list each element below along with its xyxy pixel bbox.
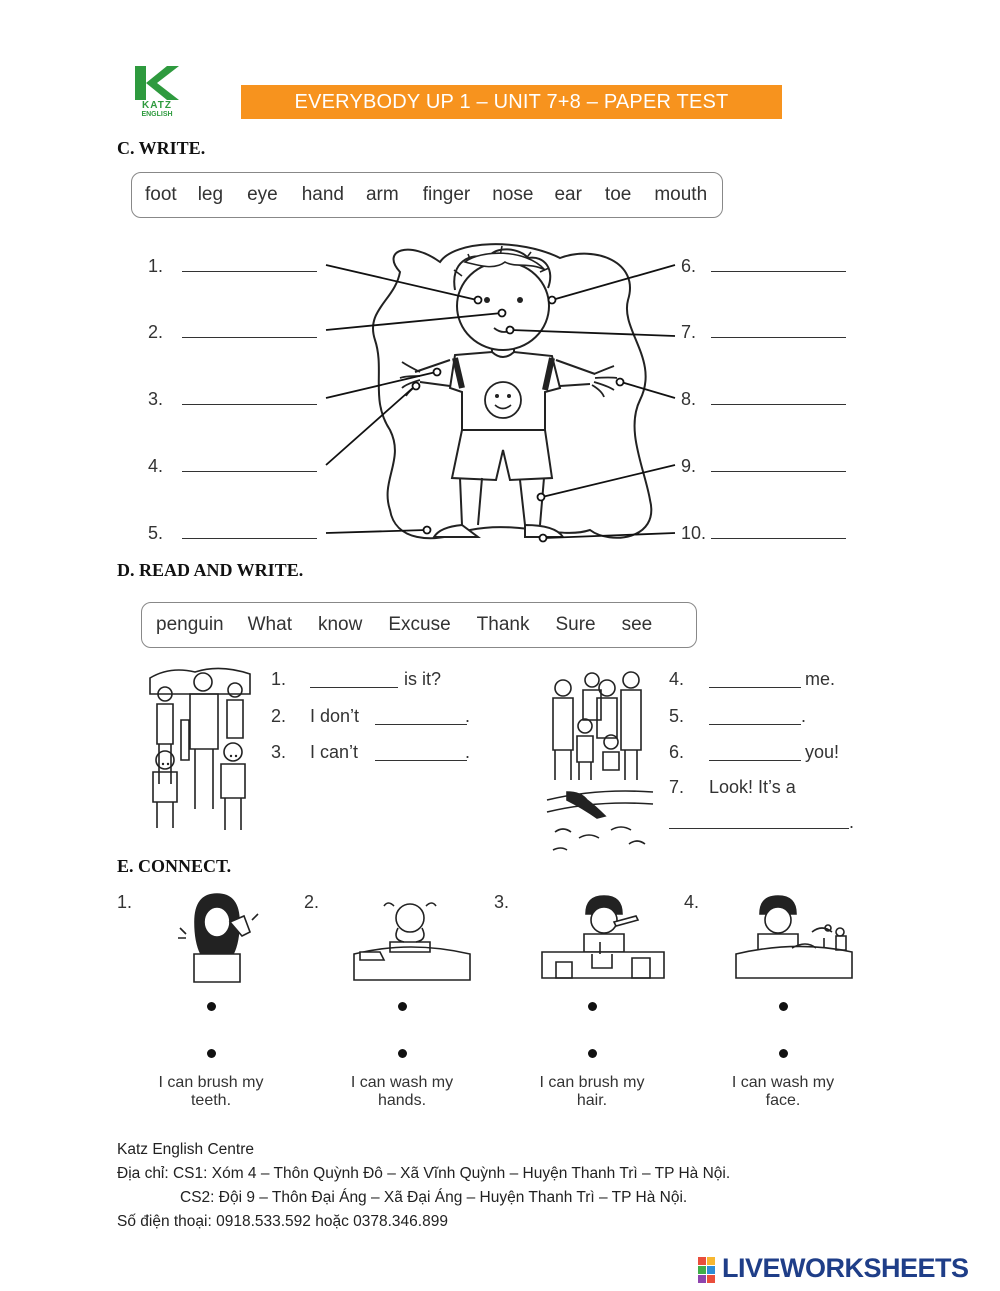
item-number: 7. <box>681 322 697 342</box>
section-d-heading: D. READ AND WRITE. <box>117 560 304 580</box>
item-number: 2. <box>304 892 320 912</box>
question-text: is it? <box>404 669 442 689</box>
word-bank-word: hand <box>301 184 344 205</box>
word-bank-word: Excuse <box>388 614 451 635</box>
word-bank-word: nose <box>492 184 534 205</box>
caption-line: I can brush my <box>539 1074 645 1091</box>
word-bank-word: leg <box>197 184 224 205</box>
question-text: I don’t <box>310 706 360 726</box>
item-number: 1. <box>117 892 133 912</box>
item-number: 3. <box>494 892 510 912</box>
connect-dot-bottom[interactable] <box>779 1049 788 1058</box>
word-bank-word: toe <box>604 184 632 205</box>
question-number: 5. <box>669 706 685 726</box>
zoo-crowd-picture <box>145 660 255 840</box>
word-bank-word: penguin <box>156 614 224 635</box>
question-text: . <box>465 706 471 726</box>
item-number: 5. <box>148 523 164 543</box>
caption-line: I can brush my <box>158 1074 264 1091</box>
address-cs1: Địa chỉ: CS1: Xóm 4 – Thôn Quỳnh Đô – Xã Vĩnh Quỳnh – Huyện Thanh Trì – TP Hà Nội. <box>117 1165 731 1182</box>
page-title: EVERYBODY UP 1 – UNIT 7+8 – PAPER TEST <box>241 85 782 119</box>
question-text: . <box>801 706 807 726</box>
item-number: 6. <box>681 256 697 276</box>
caption-line: I can wash my <box>731 1074 835 1091</box>
item-number: 2. <box>148 322 164 342</box>
question-text: . <box>849 812 855 832</box>
question-number: 3. <box>271 742 287 762</box>
family-penguin-picture <box>545 662 655 857</box>
question-number: 4. <box>669 669 685 689</box>
boy-washing-hands-picture <box>732 892 857 984</box>
connect-caption <box>703 1074 863 1110</box>
phone-numbers: Số điện thoại: 0918.533.592 hoặc 0378.346.899 <box>117 1213 448 1230</box>
right-hand <box>592 366 617 397</box>
liveworksheets-logo-icon <box>698 1257 724 1283</box>
word-bank-word: foot <box>145 184 177 205</box>
caption-line: teeth. <box>190 1092 232 1109</box>
connect-dot-bottom[interactable] <box>398 1049 407 1058</box>
liveworksheets-watermark: LIVEWORKSHEETS <box>722 1253 969 1283</box>
word-bank-d <box>141 602 697 648</box>
connect-dot-bottom[interactable] <box>588 1049 597 1058</box>
word-bank-word: Sure <box>555 614 596 635</box>
boy-brushing-teeth-picture <box>540 892 665 984</box>
caption-line: hair. <box>576 1092 608 1109</box>
shorts <box>452 430 552 480</box>
question-text: me. <box>805 669 836 689</box>
word-bank-word: see <box>621 614 653 635</box>
connect-dot-bottom[interactable] <box>207 1049 216 1058</box>
word-bank-word: eye <box>247 184 278 205</box>
word-bank-word: mouth <box>654 184 708 205</box>
item-number: 1. <box>148 256 164 276</box>
caption-line: hands. <box>377 1092 427 1109</box>
address-cs2: CS2: Đội 9 – Thôn Đại Áng – Xã Đại Áng – Huyện Thanh Trì – TP Hà Nội. <box>180 1189 688 1206</box>
word-bank-word: Thank <box>476 614 530 635</box>
section-c-heading: C. WRITE. <box>117 138 206 158</box>
item-number: 10. <box>681 523 707 543</box>
right-arm <box>556 360 595 386</box>
answer-blank[interactable] <box>709 760 801 761</box>
question-text: you! <box>805 742 840 762</box>
caption-line: I can wash my <box>350 1074 454 1091</box>
question-number: 7. <box>669 777 685 797</box>
question-text: . <box>465 742 471 762</box>
girl-brushing-hair-picture <box>170 892 260 984</box>
question-number: 1. <box>271 669 287 689</box>
connect-dot-top[interactable] <box>398 1002 407 1011</box>
answer-blank[interactable] <box>310 687 398 688</box>
item-number: 9. <box>681 456 697 476</box>
word-bank-word: finger <box>422 184 471 205</box>
caption-line: face. <box>765 1092 801 1109</box>
legs <box>460 478 544 525</box>
section-e-heading: E. CONNECT. <box>117 856 232 876</box>
head <box>457 262 549 350</box>
boy-body-illustration <box>0 0 1000 560</box>
item-number: 3. <box>148 389 164 409</box>
connect-caption <box>512 1074 672 1110</box>
word-bank-word: know <box>317 614 363 635</box>
item-number: 4. <box>684 892 700 912</box>
connect-dot-top[interactable] <box>588 1002 597 1011</box>
connect-caption <box>322 1074 482 1110</box>
word-bank-word: ear <box>554 184 582 205</box>
connect-caption <box>131 1074 291 1110</box>
item-number: 4. <box>148 456 164 476</box>
centre-name: Katz English Centre <box>117 1141 254 1158</box>
answer-blank[interactable] <box>669 828 849 829</box>
answer-blank[interactable] <box>709 724 801 725</box>
answer-blank[interactable] <box>375 724 467 725</box>
girl-washing-face-picture <box>350 892 475 984</box>
katz-logo-text: KATZ ENGLISH <box>141 100 173 118</box>
word-bank-word: What <box>247 614 292 635</box>
question-number: 2. <box>271 706 287 726</box>
question-number: 6. <box>669 742 685 762</box>
answer-blank[interactable] <box>709 687 801 688</box>
connect-dot-top[interactable] <box>207 1002 216 1011</box>
answer-blank[interactable] <box>375 760 467 761</box>
item-number: 8. <box>681 389 697 409</box>
word-bank-word: arm <box>365 184 399 205</box>
question-text: I can’t <box>310 742 359 762</box>
question-text: Look! It’s a <box>709 777 796 797</box>
connect-dot-top[interactable] <box>779 1002 788 1011</box>
